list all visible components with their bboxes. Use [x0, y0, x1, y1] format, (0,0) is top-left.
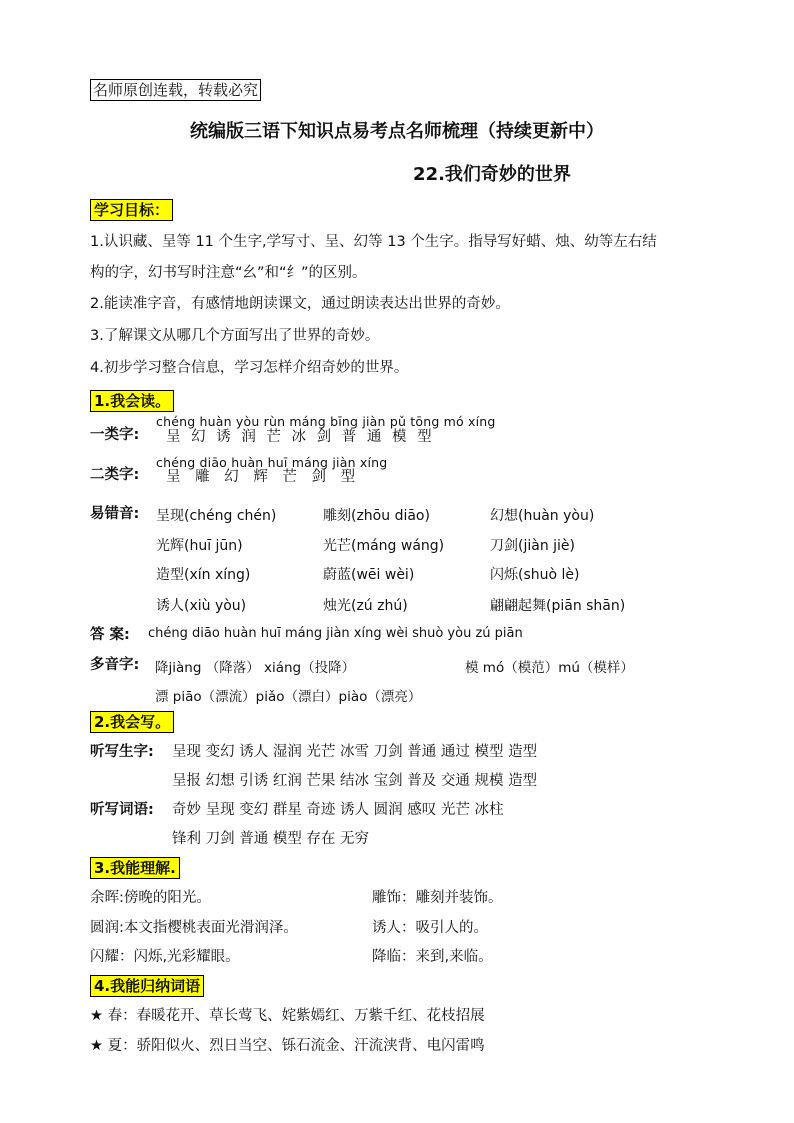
goal-line: 2.能读准字音，有感情地朗读课文，通过朗读表达出世界的奇妙。: [90, 296, 510, 312]
words-label: 听写词语:: [90, 802, 154, 818]
answer-label: 答 案:: [90, 627, 130, 643]
answer-text: chéng diāo huàn huī máng jiàn xíng wèi shuò yòu zú piān: [148, 626, 523, 641]
cat1-label: 一类字:: [90, 427, 140, 443]
write-heading: 2.我会写。: [90, 711, 174, 733]
confuse-cell: 翩翩起舞(piān shān): [490, 598, 626, 614]
chars-line: 呈报 幻想 引诱 红润 芒果 结冰 宝剑 普及 交通 规模 造型: [172, 773, 538, 789]
confuse-cell: 刀剑(jiàn jiè): [490, 538, 575, 554]
confuse-cell: 呈现(chéng chén): [156, 508, 277, 524]
confuse-label: 易错音:: [90, 506, 140, 522]
poly-3: 漂 piāo（漂流）piǎo（漂白）piào（漂亮）: [155, 689, 422, 705]
confuse-cell: 闪烁(shuò lè): [490, 567, 580, 583]
cat1-pinyin: chéng huàn yòu rùn máng bīng jiàn pǔ tōng mó xíng: [156, 414, 496, 429]
goal-line: 4.初步学习整合信息，学习怎样介绍奇妙的世界。: [90, 360, 409, 376]
goals-heading: 学习目标：: [90, 199, 173, 221]
goal-line: 1.认识藏、呈等 11 个生字,学写寸、呈、幻等 13 个生字。指导写好蜡、烛、幼等左右结: [90, 234, 657, 250]
cat2-pinyin: chéng diāo huàn huī máng jiàn xíng: [156, 455, 388, 470]
read-heading: 1.我会读。: [90, 390, 174, 412]
def-item: 诱人：吸引人的。: [372, 920, 488, 936]
summary-line: ★ 春：春暖花开、草长莺飞、姹紫嫣红、万紫千红、花枝招展: [90, 1008, 485, 1024]
poly-1: 降jiàng （降落） xiáng（投降）: [155, 660, 356, 676]
confuse-cell: 光辉(huī jūn): [156, 538, 243, 554]
lesson-title: [0, 160, 794, 186]
chars-label: 听写生字:: [90, 744, 154, 760]
def-item: 降临：来到,来临。: [372, 949, 493, 965]
confuse-cell: 蔚蓝(wēi wèi): [323, 567, 415, 583]
goal-line: 构的字，幻书写时注意“幺”和“纟”的区别。: [90, 265, 367, 281]
cat2-chars: 呈 雕 幻 辉 芒 剑 型: [166, 469, 356, 485]
cat1-chars: 呈 幻 诱 润 芒 冰 剑 普 通 模 型: [166, 429, 432, 445]
confuse-cell: 雕刻(zhōu diāo): [323, 508, 430, 524]
confuse-cell: 幻想(huàn yòu): [490, 508, 595, 524]
confuse-cell: 造型(xín xíng): [156, 567, 251, 583]
def-item: 余晖:傍晚的阳光。: [90, 890, 211, 906]
words-line: 奇妙 呈现 变幻 群星 奇迹 诱人 圆润 感叹 光芒 冰柱: [172, 802, 504, 818]
words-line: 锋利 刀剑 普通 模型 存在 无穷: [172, 831, 370, 847]
confuse-cell: 光芒(máng wáng): [323, 538, 445, 554]
poly-label: 多音字:: [90, 657, 140, 673]
def-item: 雕饰：雕刻并装饰。: [372, 890, 503, 906]
chars-line: 呈现 变幻 诱人 湿润 光芒 冰雪 刀剑 普通 通过 模型 造型: [172, 744, 538, 760]
summary-heading: 4.我能归纳词语: [90, 975, 204, 997]
summary-line: ★ 夏：骄阳似火、烈日当空、铄石流金、汗流浃背、电闪雷鸣: [90, 1038, 485, 1054]
doc-title: 统编版三语下知识点易考点名师梳理（持续更新中）: [190, 121, 604, 142]
goal-line: 3.了解课文从哪几个方面写出了世界的奇妙。: [90, 328, 380, 344]
def-item: 圆润:本文指樱桃表面光滑润泽。: [90, 920, 298, 936]
def-item: 闪耀：闪烁,光彩耀眼。: [90, 949, 240, 965]
notice-box: 名师原创连载，转载必究: [90, 79, 261, 101]
understand-heading: 3.我能理解.: [90, 857, 180, 879]
poly-2: 模 mó（模范）mú（模样）: [465, 660, 634, 676]
cat2-label: 二类字:: [90, 467, 140, 483]
confuse-cell: 诱人(xiù yòu): [156, 598, 247, 614]
lesson-title-text: 22.我们奇妙的世界: [413, 164, 571, 185]
confuse-cell: 烛光(zú zhú): [323, 598, 408, 614]
